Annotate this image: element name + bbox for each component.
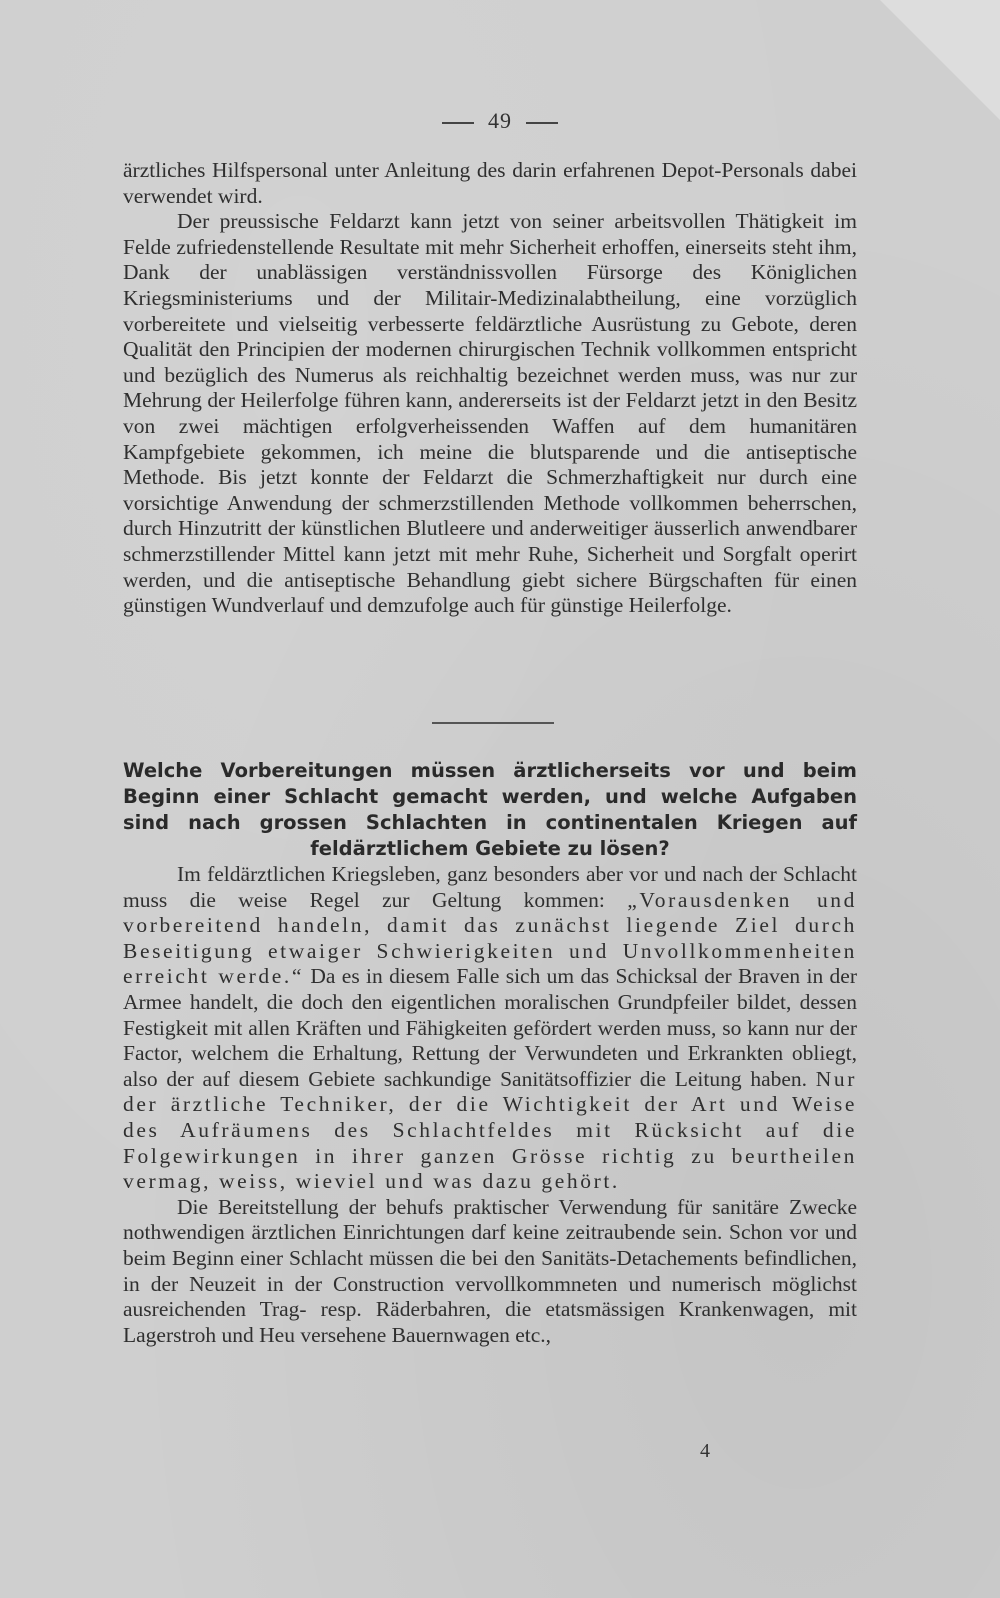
- spaced-quote: „Vorausdenken und vorbereitend handeln, damit das zunächst liegende Ziel durch Beseitigung etwaiger Schwierigkeiten und Unvollkommenheiten erreicht werde.“: [123, 887, 858, 989]
- paragraph-continuation: ärztliches Hilfspersonal unter Anleitung des darin erfahrenen Depot-Personals dabei verwendet wird.: [123, 158, 857, 208]
- paragraph-middle-text: Da es in diesem Falle sich um das Schicksal der Braven in der Armee handelt, die doch den eigentlichen moralischen Grundpfeiler bildet, dessen Festigkeit mit allen Kräften und Fähigkeiten gefördert werden muss, so kann nur der Factor, welchem die Erhaltung, Rettung der Verwundeten und Erkrankten obliegt, also der auf diesem Gebiete sachkundige Sanitätsoffizier die Leitung haben.: [123, 964, 857, 1091]
- dash-right: [526, 122, 558, 124]
- spaced-emphasis: Nur der ärztliche Techniker, der die Wichtigkeit der Art und Weise des Aufräumens des Schlachtfeldes mit Rücksicht auf die Folgewirkungen in ihrer ganzen Grösse richtig zu beurtheilen vermag, weiss, wieviel und was dazu gehört.: [123, 1066, 857, 1194]
- body-text-section-two: [123, 862, 857, 1348]
- paragraph-feldarzt: Der preussische Feldarzt kann jetzt von seiner arbeitsvollen Thätigkeit im Felde zufriedenstellende Resultate mit mehr Sicherheit erhoffen, einerseits steht ihm, Dank der unablässigen verständnissvollen Fürsorge des Königlichen Kriegsministeriums und der Militair-Medizinalabtheilung, eine vorzüglich vorbereitete und vielseitig verbesserte feldärztliche Ausrüstung zu Gebote, deren Qualität den Principien der modernen chirurgischen Technik vollkommen entspricht und bezüglich des Numerus als reichhaltig bezeichnet werden muss, was nur zur Mehrung der Heilerfolge führen kann, andererseits ist der Feldarzt jetzt in den Besitz von zwei mächtigen erfolgverheissenden Waffen auf dem humanitären Kampfgebiete gekommen, ich meine die blutsparende und die antiseptische Methode. Bis jetzt konnte der Feldarzt die Schmerzhaftigkeit nur durch eine vorsichtige Anwendung der schmerzstillenden Methode vollkommen beherrschen, durch Hinzutritt der künstlichen Blutleere und anderweitiger äusserlich anwendbarer schmerzstillender Mittel kann jetzt mit mehr Ruhe, Sicherheit und Sorgfalt operirt werden, und die antiseptische Behandlung giebt sichere Bürgschaften für einen günstigen Wundverlauf und demzufolge auch für günstige Heilerfolge.: [123, 209, 857, 618]
- page-number: 49: [488, 108, 512, 133]
- body-text-section-one: [123, 158, 857, 619]
- paragraph-kriegsleben: [123, 862, 857, 1195]
- paragraph-intro-text: Im feldärztlichen Kriegsleben, ganz besonders aber vor und nach der Schlacht muss die weise Regel zur Geltung kommen:: [123, 862, 857, 912]
- section-divider: [432, 722, 554, 724]
- paragraph-bereitstellung: Die Bereitstellung der behufs praktischer Verwendung für sanitäre Zwecke nothwendigen ärztlichen Einrichtungen darf keine zeitraubende sein. Schon vor und beim Beginn einer Schlacht müssen die bei den Sanitäts-Detachements befindlichen, in der Neuzeit in der Construction vervollkommneten und numerisch möglichst ausreichenden Trag- resp. Räderbahren, die etatsmässigen Krankenwagen, mit Lagerstroh und Heu versehene Bauernwagen etc.,: [123, 1194, 857, 1347]
- section-heading: Welche Vorbereitungen müssen ärztlicherseits vor und beim Beginn einer Schlacht gemacht werden, und welche Aufgaben sind nach grossen Schlachten in continentalen Kriegen auf feldärztlichem Gebiete zu lösen?: [123, 759, 857, 860]
- dash-left: [442, 122, 474, 124]
- page-number-header: [0, 108, 1000, 134]
- page-corner-shading: [880, 0, 1000, 120]
- signature-mark: 4: [700, 1440, 710, 1462]
